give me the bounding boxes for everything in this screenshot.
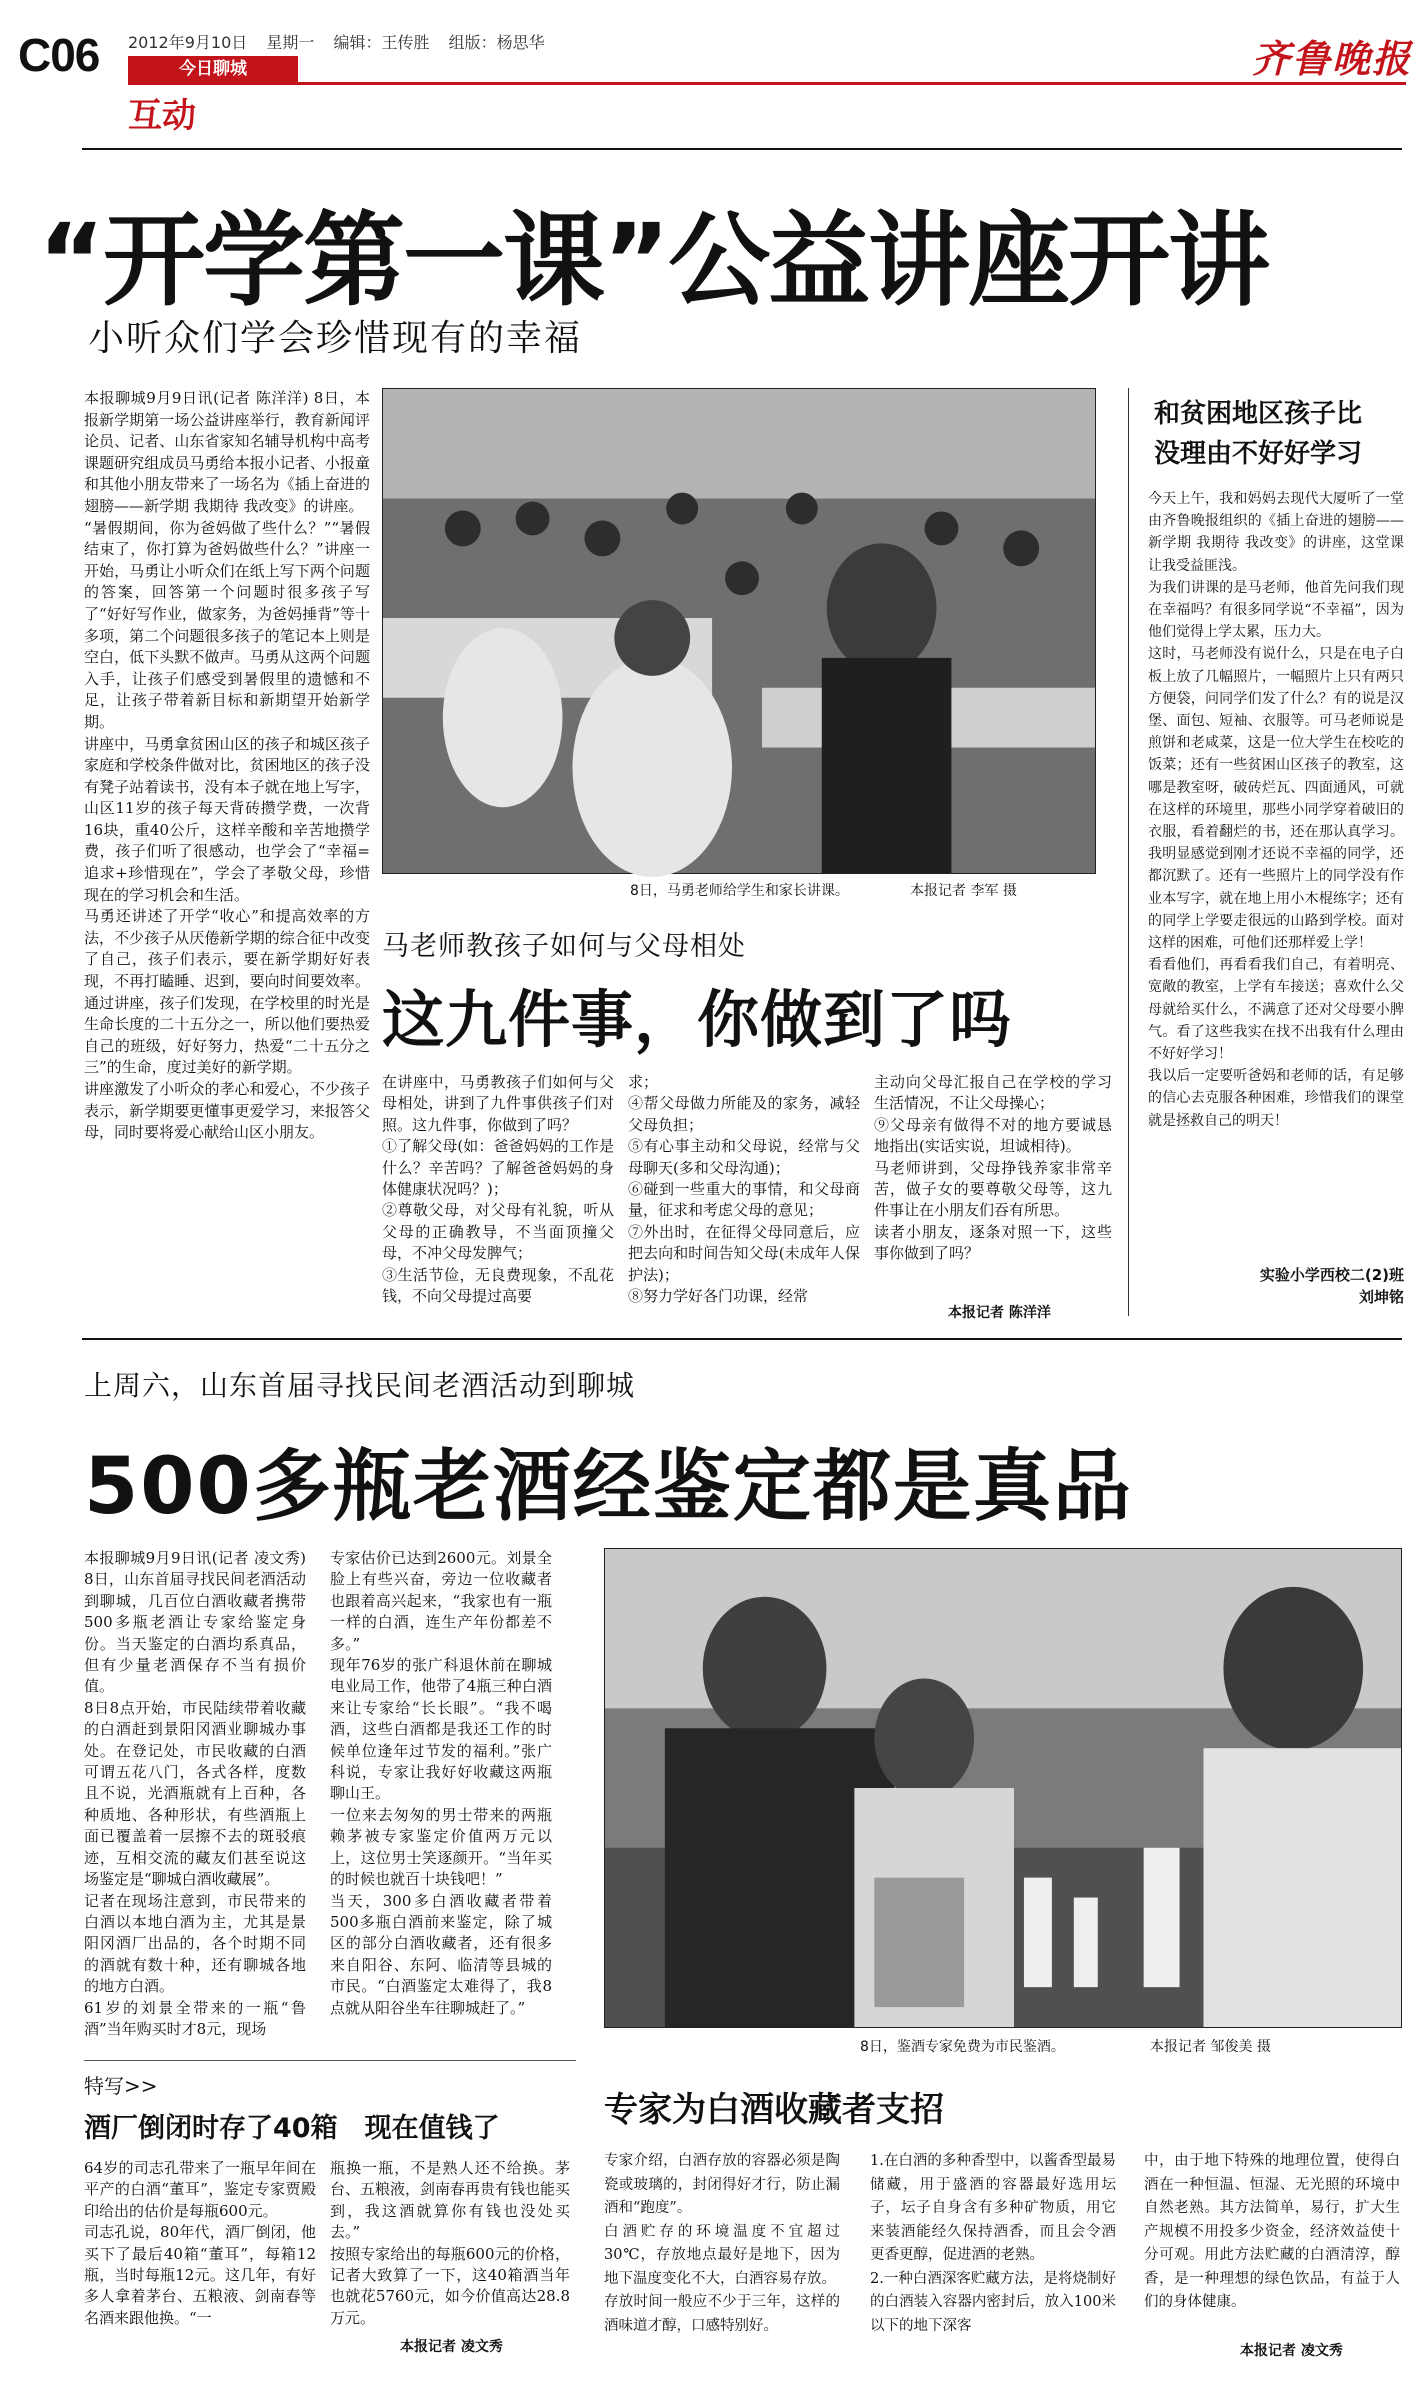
story3-kicker: 上周六，山东首届寻找民间老酒活动到聊城: [84, 1369, 636, 1402]
story1-photo-caption: 8日，马勇老师给学生和家长讲课。: [630, 883, 849, 899]
story3-col2: 专家估价已达到2600元。刘景全脸上有些兴奋，旁边一位收藏者也跟着高兴起来，“我家也有一瓶一样的白酒，连生产年份都差不多。” 现年76岁的张广科退休前在聊城电业局工作，他带了4瓶三种白酒来让专家给“长长眼”。“我不喝酒，这些白酒都是我还工作的时候单位逢年过节发的福利。”张广科说，专家让我好好收藏这两瓶聊山王。 一位来去匆匆的男士带来的两瓶赖茅被专家鉴定价值两万元以上，这位男士笑逐颜开。“当年买的时候也就百十块钱吧！” 当天，300多白酒收藏者带着500多瓶白酒前来鉴定，除了城区的部分白酒收藏者，还有很多来自阳谷、东阿、临清等县城的市民。“白酒鉴定太难得了，我8点就从阳谷坐车往聊城赶了。”: [330, 1549, 552, 2017]
story3-photo: [604, 1548, 1402, 2028]
experts-col3: 中，由于地下特殊的地理位置，使得白酒在一种恒温、恒湿、无光照的环境中自然老熟。其方法简单，易行，扩大生产规模不用投多少资金，经济效益使十分可观。用此方法贮藏的白酒清淳，醇香，是一种理想的绿色饮品，有益于人们的身体健康。: [1144, 2153, 1400, 2310]
story1-body: 本报聊城9月9日讯(记者 陈洋洋) 8日，本报新学期第一场公益讲座举行，教育新闻评论员、记者、山东省家知名辅导机构中高考课题研究组成员马勇给本报小记者、小报童和其他小朋友带来了一场名为《插上奋进的翅膀——新学期 我期待 我改变》的讲座。 “暑假期间，你为爸妈做了些什么？”“暑假结束了，你打算为爸妈做些什么？”讲座一开始，马勇让小听众们在纸上写下两个问题的答案，回答第一个问题时很多孩子写了“好好写作业，做家务，为爸妈捶背”等十多项，第二个问题很多孩子的笔记本上则是空白，低下头默不做声。马勇从这两个问题入手，让孩子们感受到暑假里的遗憾和不足，让孩子带着新目标和新期望开始新学期。 讲座中，马勇拿贫困山区的孩子和城区孩子家庭和学校条件做对比，贫困地区的孩子没有凳子站着读书，没有本子就在地上写字，山区11岁的孩子每天背砖攒学费，一次背16块，重40公斤，这样辛酸和辛苦地攒学费，孩子们听了很感动，也学会了“幸福=追求+珍惜现在”，学会了孝敬父母，珍惜现在的学习机会和生活。 马勇还讲述了开学“收心”和提高效率的方法，不少孩子从厌倦新学期的综合征中改变了自己，孩子们表示，要在新学期好好表现，不再打瞌睡、迟到，要向时间要效率。通过讲座，孩子们发现，在学校里的时光是生命长度的二十五分之一，所以他们要热爱自己的班级，好好努力，热爱“二十五分之三”的生命，度过美好的新学期。 讲座激发了小听众的孝心和爱心，不少孩子表示，新学期要更懂事更爱学习，来报答父母，同时要将爱心献给山区小朋友。: [84, 389, 370, 1142]
story2-col1: 在讲座中，马勇教孩子们如何与父母相处，讲到了九件事供孩子们对照。这九件事，你做到了吗？ ①了解父母(如：爸爸妈妈的工作是什么？辛苦吗？了解爸爸妈妈的身体健康状况吗？)； ②尊敬父母，对父母有礼貌，听从父母的正确教导，不当面顶撞父母，不冲父母发脾气； ③生活节俭，无良费现象，不乱花钱，不向父母提过高要: [382, 1073, 614, 1306]
story2-headline: 这九件事，你做到了吗: [382, 983, 1013, 1056]
story1-headline: “开学第一课”公益讲座开讲: [38, 202, 1269, 321]
story1-photo: [382, 388, 1096, 874]
experts-byline: 本报记者 凌文秀: [1240, 2343, 1343, 2359]
story2-col3: 主动向父母汇报自己在学校的学习生活情况，不让父母操心； ⑨父母亲有做得不对的地方要诚恳地指出(实话实说，坦诚相待)。 马老师讲到，父母挣钱养家非常辛苦，做子女的要尊敬父母等，这九件事让在小朋友们吞有所思。 读者小朋友，逐条对照一下，这些事你做到了吗？: [874, 1073, 1112, 1263]
issue-weekday: 星期一: [266, 33, 315, 52]
feature-byline: 本报记者 凌文秀: [400, 2339, 503, 2355]
story2-col2: 求； ④帮父母做力所能及的家务，减轻父母负担； ⑤有心事主动和父母说，经常与父母聊天(多和父母沟通)； ⑥碰到一些重大的事情，和父母商量，征求和考虑父母的意见； ⑦外出时，在征得父母同意后，应把去向和时间告知父母(未成年人保护法)； ⑧努力学好各门功课，经常: [628, 1073, 860, 1306]
story3-photo-caption: 8日，鉴酒专家免费为市民鉴酒。: [860, 2039, 1065, 2055]
feature-col1: 64岁的司志孔带来了一瓶早年间在平产的白酒“董耳”，鉴定专家贾殿印给出的估价是每瓶600元。 司志孔说，80年代，酒厂倒闭，他买下了最后40箱“董耳”，每箱12瓶，当时每瓶12元。这几年，有好多人拿着茅台、五粮液、剑南春等名酒来跟他换。“一: [84, 2159, 316, 2327]
story3-headline: 500多瓶老酒经鉴定都是真品: [84, 1442, 1133, 1532]
masthead-rule: [128, 82, 1406, 85]
sidebar-signature: 实验小学西校二(2)班 刘坤铭: [1259, 1266, 1404, 1306]
sidebar-divider: [1128, 388, 1129, 1316]
issue-date: 2012年9月10日: [128, 33, 248, 52]
sidebar-body: 今天上午，我和妈妈去现代大厦听了一堂由齐鲁晚报组织的《插上奋进的翅膀——新学期 我期待 我改变》的讲座，这堂课让我受益匪浅。 为我们讲课的是马老师，他首先问我们现在幸福吗？有很多同学说“不幸福”，因为他们觉得上学太累，压力大。 这时，马老师没有说什么，只是在电子白板上放了几幅照片，一幅照片上只有两只方便袋，问同学们发了什么？有的说是汉堡、面包、短袖、衣服等。可马老师说是煎饼和老咸菜，这是一位大学生在校吃的饭菜；还有一些贫困山区孩子的教室，这哪是教室呀，破砖烂瓦、四面通风，可就在这样的环境里，那些小同学穿着破旧的衣服，看着翻烂的书，还在那认真学习。我明显感觉到刚才还说不幸福的同学，还都沉默了。还有一些照片上的同学没有作业本写字，就在地上用小木棍练字；还有的同学上学要走很远的山路到学校。面对这样的困难，可他们还那样爱上学！ 看看他们，再看看我们自己，有着明亮、宽敞的教室，上学有车接送；喜欢什么父母就给买什么，不满意了还对父母要小脾气。看了这些我实在找不出我有什么理由不好好学习！ 我以后一定要听爸妈和老师的话，有足够的信心去克服各种困难，珍惜我们的课堂就是拯救自己的明天！: [1148, 491, 1404, 1129]
story2-kicker: 马老师教孩子如何与父母相处: [382, 931, 746, 962]
feature-col2: 瓶换一瓶，不是熟人还不给换。茅台、五粮液，剑南春再贵有钱也能买到，我这酒就算你有钱也没处买去。” 按照专家给出的每瓶600元的价格，记者大致算了一下，这40箱酒当年也就花5760元，如今价值高达28.8万元。: [330, 2159, 571, 2327]
section-title: 互动: [128, 96, 196, 136]
sidebar-headline: 和贫困地区孩子比 没理由不好好学习: [1154, 399, 1363, 469]
newspaper-logo: 齐鲁晚报: [1252, 36, 1413, 81]
experts-headline: 专家为白酒收藏者支招: [604, 2090, 944, 2130]
column-tag: 今日聊城: [128, 56, 298, 82]
feature-rule: [84, 2060, 576, 2061]
feature-headline: 酒厂倒闭时存了40箱 现在值钱了: [84, 2113, 500, 2144]
section-divider: [82, 148, 1402, 150]
issue-meta: [128, 30, 559, 53]
story2-byline: 本报记者 陈洋洋: [948, 1305, 1051, 1321]
page-number: C06: [18, 29, 100, 81]
story3-col1: 本报聊城9月9日讯(记者 凌文秀) 8日，山东首届寻找民间老酒活动到聊城，几百位白酒收藏者携带500多瓶老酒让专家给鉴定身份。当天鉴定的白酒均系真品，但有少量老酒保存不当有损价值。 8日8点开始，市民陆续带着收藏的白酒赶到景阳冈酒业聊城办事处。在登记处，市民收藏的白酒可谓五花八门，各式各样，度数且不说，光酒瓶就有上百种，各种质地、各种形状，有些酒瓶上面已覆盖着一层擦不去的斑驳痕迹，互相交流的藏友们甚至说这场鉴定是“聊城白酒收藏展”。 记者在现场注意到，市民带来的白酒以本地白酒为主，尤其是景阳冈酒厂出品的，各个时期不同的酒就有数十种，还有聊城各地的地方白酒。 61岁的刘景全带来的一瓶“鲁酒”当年购买时才8元，现场: [84, 1549, 306, 2038]
feature-tag: 特写>>: [84, 2074, 158, 2098]
experts-col1: 专家介绍，白酒存放的容器必须是陶瓷或玻璃的，封闭得好才行，防止漏酒和“跑度”。 白酒贮存的环境温度不宜超过30℃，存放地点最好是地下，因为地下温度变化不大，白酒容易存放。 存放时间一般应不少于三年，这样的酒味道才醇，口感特别好。: [604, 2153, 840, 2334]
story1-photo-credit: 本报记者 李军 摄: [910, 883, 1017, 899]
section-divider-2: [82, 1338, 1402, 1340]
story3-photo-credit: 本报记者 邹俊美 摄: [1150, 2039, 1271, 2055]
editor-credit: 编辑：王传胜: [333, 33, 430, 52]
story1-subhead: 小听众们学会珍惜现有的幸福: [88, 318, 583, 359]
layout-credit: 组版：杨思华: [448, 33, 545, 52]
experts-col2: 1.在白酒的多种香型中，以酱香型最易储藏，用于盛酒的容器最好选用坛子，坛子自身含有多种矿物质，用它来装酒能经久保持酒香，而且会令酒更香更醇，促进酒的老熟。 2.一种白酒深客贮藏方法，是将烧制好的白酒装入容器内密封后，放入100米以下的地下深客: [870, 2153, 1116, 2334]
